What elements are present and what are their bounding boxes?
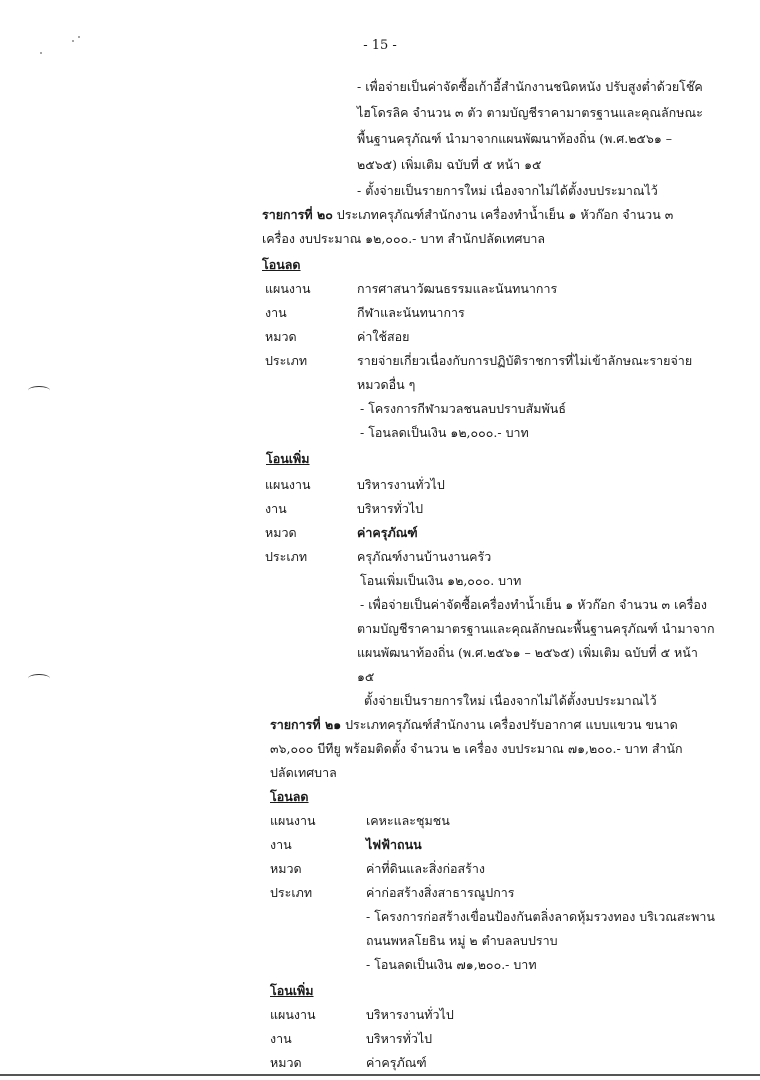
plan-value: เคหะและชุมชน — [366, 813, 450, 828]
plan-label: แผนงาน — [270, 1007, 316, 1022]
work-label: งาน — [270, 1031, 292, 1046]
intro-line: พื้นฐานครุภัณฑ์ นำมาจากแผนพัฒนาท้องถิ่น (พ.ศ.๒๕๖๑ – — [357, 131, 672, 146]
amount-line: - โอนลดเป็นเงิน ๑๒,๐๐๐.- บาท — [360, 425, 529, 440]
type-label: ประเภท — [265, 549, 308, 564]
category-value: ค่าครุภัณฑ์ — [357, 525, 418, 540]
transfer-out-heading: โอนลด — [270, 789, 309, 804]
transfer-out-heading: โอนลด — [262, 257, 301, 272]
category-label: หมวด — [265, 329, 297, 344]
category-label: หมวด — [265, 525, 297, 540]
desc-line: แผนพัฒนาท้องถิ่น (พ.ศ.๒๕๖๑ – ๒๕๖๕) เพิ่มเติม ฉบับที่ ๕ หน้า — [357, 645, 698, 660]
plan-value: การศาสนาวัฒนธรรมและนันทนาการ — [357, 281, 558, 296]
desc-line: ตามบัญชีราคามาตรฐานและคุณลักษณะพื้นฐานครุภัณฑ์ นำมาจาก — [357, 621, 715, 636]
transfer-in-heading: โอนเพิ่ม — [266, 451, 310, 466]
page-bottom-edge — [0, 1074, 760, 1076]
scan-mark — [28, 674, 50, 683]
project-line: - โครงการกีฬามวลชนลบปราบสัมพันธ์ — [360, 401, 566, 416]
category-label: หมวด — [270, 1055, 302, 1070]
desc-line: ตั้งจ่ายเป็นรายการใหม่ เนื่องจากไม่ได้ตั้งงบประมาณไว้ — [364, 693, 657, 708]
work-label: งาน — [265, 305, 287, 320]
item20-heading — [262, 206, 673, 224]
intro-line: - เพื่อจ่ายเป็นค่าจัดซื้อเก้าอี้สำนักงานชนิดหนัง ปรับสูงต่ำด้วยโช๊ค — [357, 79, 703, 94]
item20-line1: ประเภทครุภัณฑ์สำนักงาน เครื่องทำน้ำเย็น ๑ หัวก๊อก จำนวน ๓ — [332, 207, 674, 222]
category-label: หมวด — [270, 861, 302, 876]
category-value: ค่าใช้สอย — [357, 329, 410, 344]
item20-lead: รายการที่ ๒๐ — [262, 207, 333, 222]
work-label: งาน — [270, 837, 292, 852]
item21-heading — [270, 716, 678, 734]
amount-line: โอนเพิ่มเป็นเงิน ๑๒,๐๐๐. บาท — [360, 573, 522, 588]
item21-line2: ๓๖,๐๐๐ บีทียู พร้อมติดตั้ง จำนวน ๒ เครื่อง งบประมาณ ๗๑,๒๐๐.- บาท สำนัก — [270, 741, 683, 756]
type-value: ครุภัณฑ์งานบ้านงานครัว — [357, 549, 492, 564]
type-value: รายจ่ายเกี่ยวเนื่องกับการปฏิบัติราชการที่ไม่เข้าลักษณะรายจ่าย — [357, 353, 693, 368]
intro-line: - ตั้งจ่ายเป็นรายการใหม่ เนื่องจากไม่ได้ตั้งงบประมาณไว้ — [357, 183, 658, 198]
category-value: ค่าครุภัณฑ์ — [366, 1055, 427, 1070]
plan-value: บริหารงานทั่วไป — [366, 1007, 454, 1022]
project-line: - โครงการก่อสร้างเขื่อนป้องกันตลิ่งลาดหุ้มรวงทอง บริเวณสะพาน — [366, 909, 715, 924]
amount-line: - โอนลดเป็นเงิน ๗๑,๒๐๐.- บาท — [366, 957, 537, 972]
plan-value: บริหารงานทั่วไป — [357, 477, 445, 492]
work-value: กีฬาและนันทนาการ — [357, 305, 465, 320]
plan-label: แผนงาน — [265, 477, 311, 492]
item20-line2: เครื่อง งบประมาณ ๑๒,๐๐๐.- บาท สำนักปลัดเทศบาล — [262, 231, 546, 246]
item21-line1: ประเภทครุภัณฑ์สำนักงาน เครื่องปรับอากาศ แบบแขวน ขนาด — [341, 717, 678, 732]
work-value: ไฟฟ้าถนน — [366, 837, 422, 852]
work-value: บริหารทั่วไป — [366, 1031, 433, 1046]
scan-mark — [28, 386, 50, 395]
plan-label: แผนงาน — [270, 813, 316, 828]
plan-label: แผนงาน — [265, 281, 311, 296]
project-line-cont: ถนนพหลโยธิน หมู่ ๒ ตำบลลบปราบ — [366, 933, 558, 948]
intro-line: ไฮโดรลิค จำนวน ๓ ตัว ตามบัญชีราคามาตรฐานและคุณลักษณะ — [357, 105, 703, 120]
type-value: ค่าก่อสร้างสิ่งสาธารณูปการ — [366, 885, 515, 900]
page-number: - 15 - — [363, 38, 397, 53]
type-label: ประเภท — [265, 353, 308, 368]
desc-line: ๑๕ — [357, 669, 375, 684]
type-label: ประเภท — [270, 885, 313, 900]
desc-line: - เพื่อจ่ายเป็นค่าจัดซื้อเครื่องทำน้ำเย็น ๑ หัวก๊อก จำนวน ๓ เครื่อง — [360, 597, 708, 612]
item21-line3: ปลัดเทศบาล — [270, 765, 337, 780]
transfer-in-heading: โอนเพิ่ม — [270, 983, 314, 998]
type-value-cont: หมวดอื่น ๆ — [357, 377, 416, 392]
intro-line: ๒๕๖๕) เพิ่มเติม ฉบับที่ ๕ หน้า ๑๕ — [357, 157, 542, 172]
category-value: ค่าที่ดินและสิ่งก่อสร้าง — [366, 861, 485, 876]
work-value: บริหารทั่วไป — [357, 501, 424, 516]
item21-lead: รายการที่ ๒๑ — [270, 717, 342, 732]
work-label: งาน — [265, 501, 287, 516]
